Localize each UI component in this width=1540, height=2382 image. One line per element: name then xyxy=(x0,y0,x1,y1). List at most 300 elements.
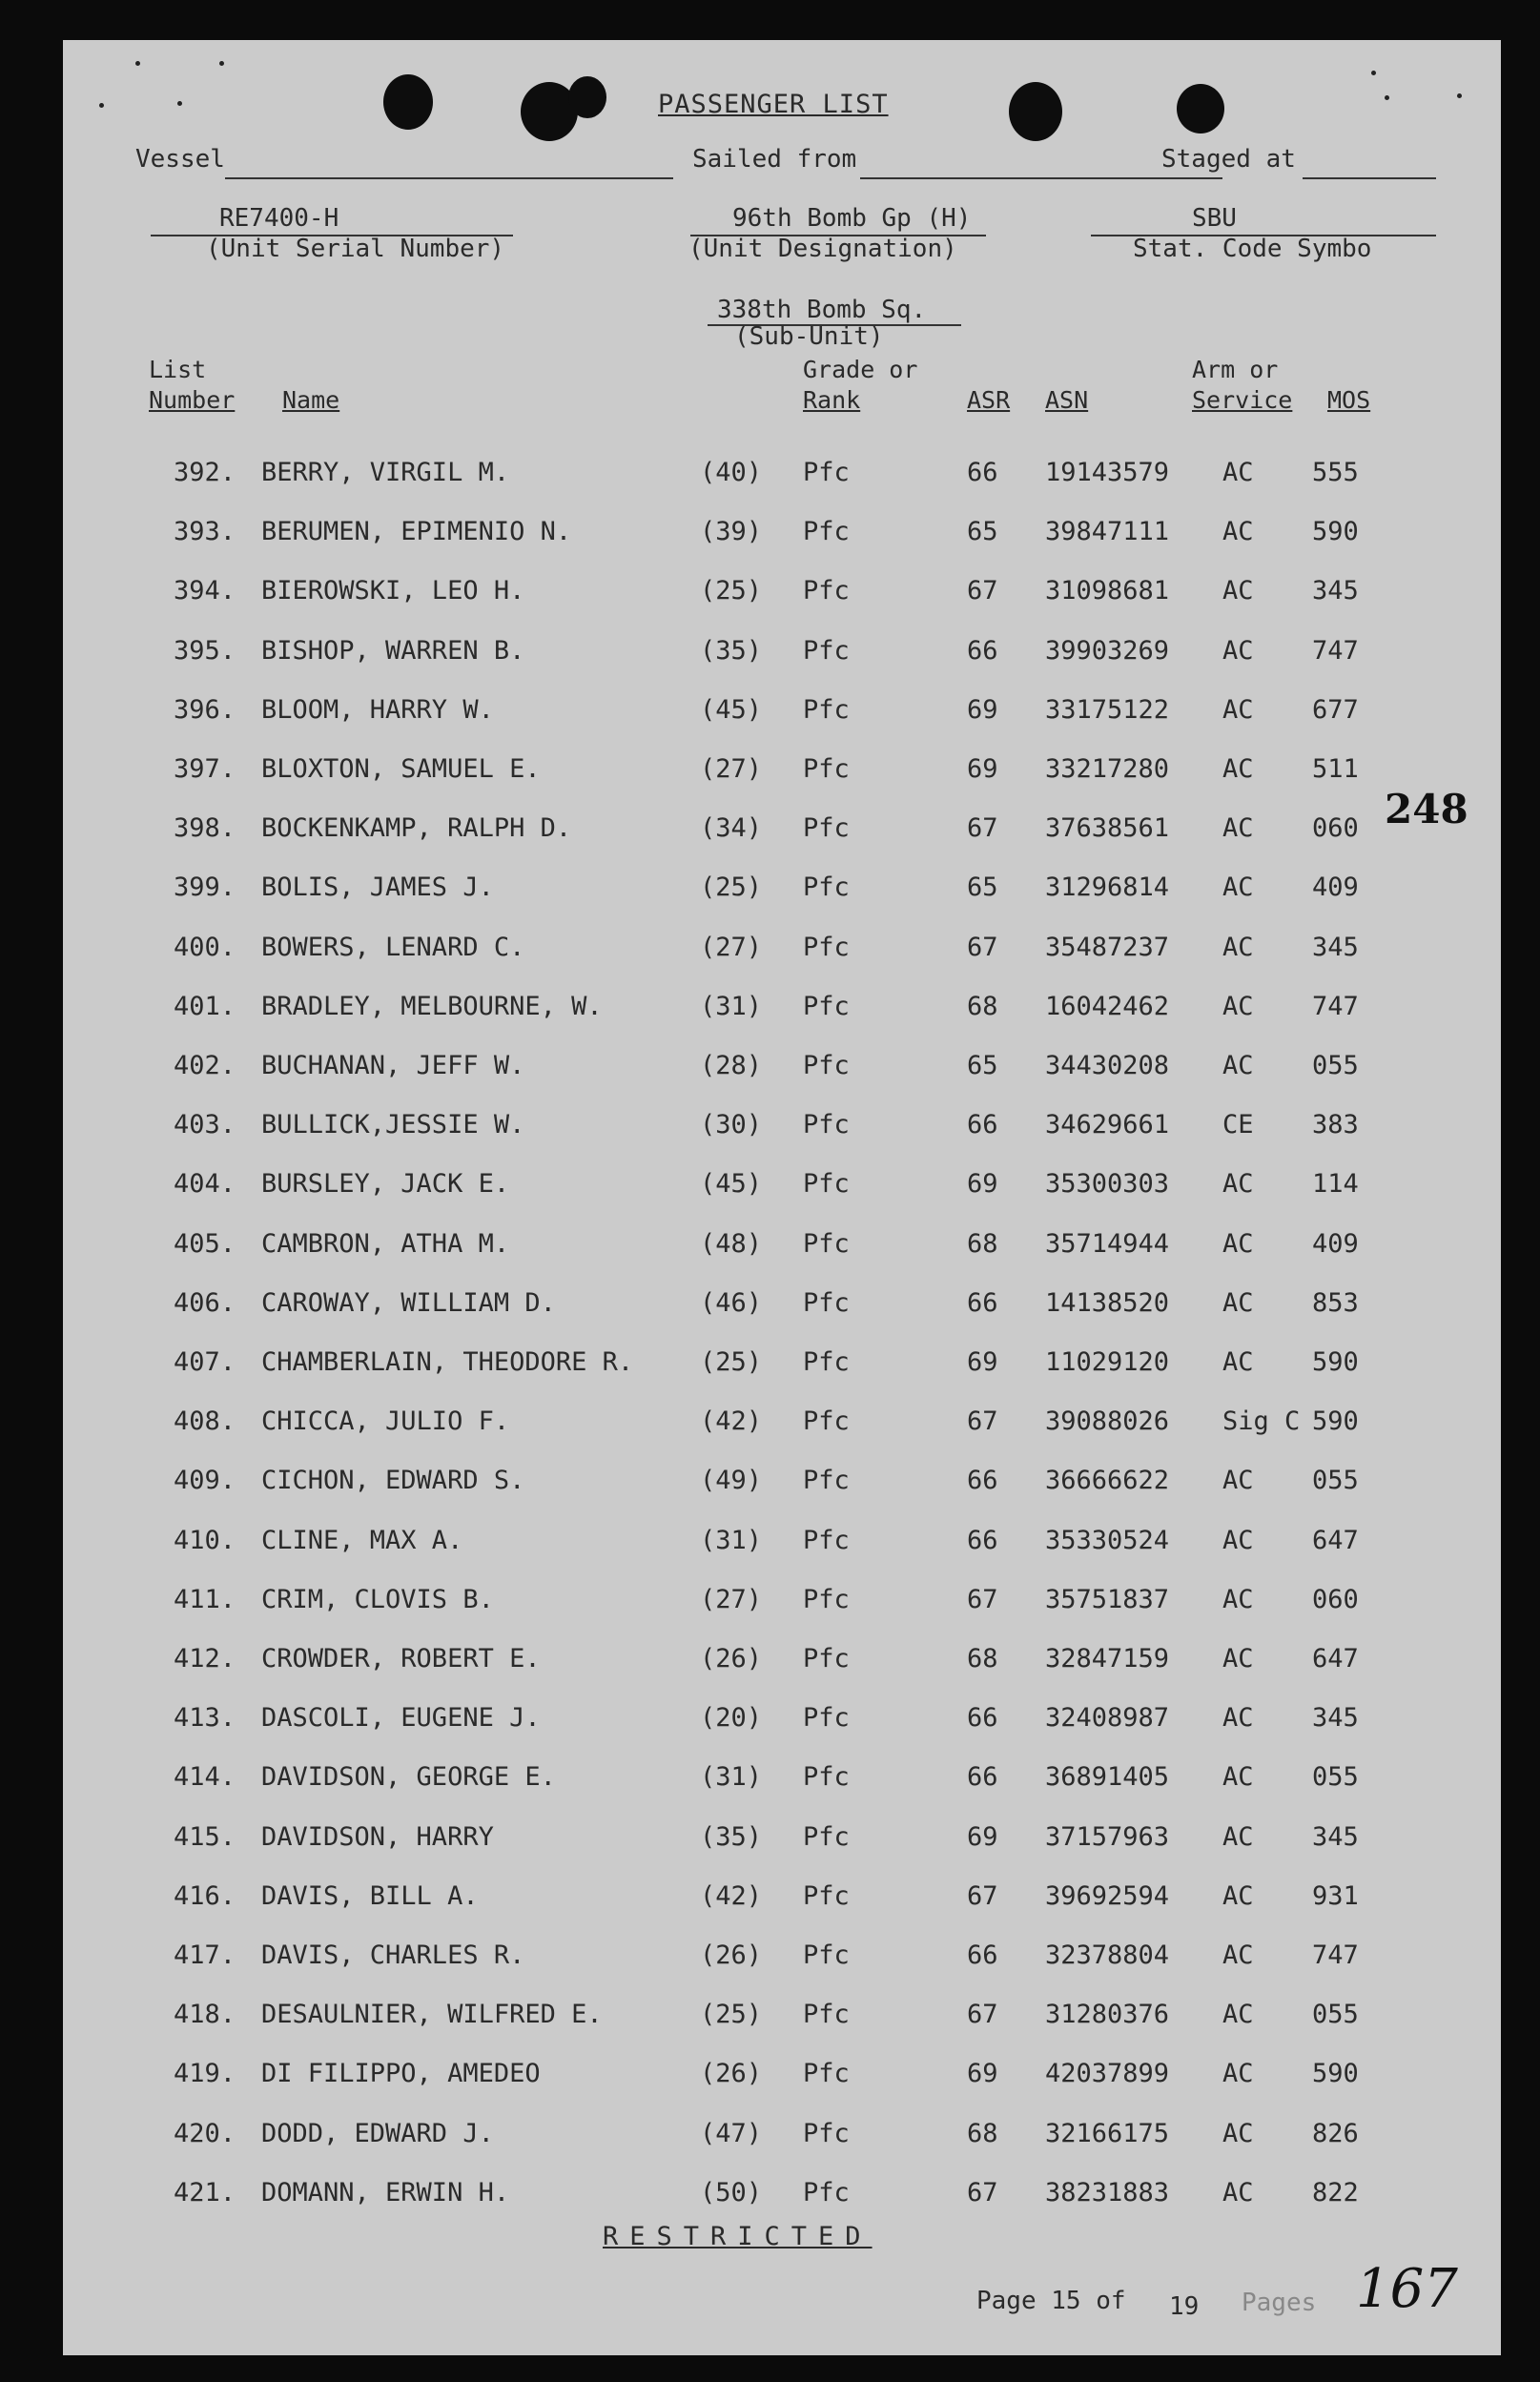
cell-asn: 39692594 xyxy=(1045,1880,1170,1911)
cell-name: BOLIS, JAMES J. xyxy=(261,873,494,903)
cell-name: CAROWAY, WILLIAM D. xyxy=(261,1287,556,1318)
cell-rank: Pfc xyxy=(803,1821,850,1852)
punch-hole xyxy=(568,76,606,118)
cell-asr: 66 xyxy=(967,1703,998,1734)
cell-arm: AC xyxy=(1222,1821,1254,1852)
punch-hole xyxy=(1177,84,1224,133)
table-row xyxy=(63,1762,1501,1800)
cell-arm: AC xyxy=(1222,1762,1254,1793)
speck xyxy=(135,61,140,66)
cell-mos: 055 xyxy=(1312,1762,1359,1793)
cell-asn: 35751837 xyxy=(1045,1584,1170,1614)
cell-num: 393. xyxy=(174,517,236,547)
table-row xyxy=(63,576,1501,614)
cell-arm: AC xyxy=(1222,1880,1254,1911)
cell-rank: Pfc xyxy=(803,517,850,547)
cell-arm: AC xyxy=(1222,2118,1254,2148)
table-row xyxy=(63,1644,1501,1682)
cell-age: (20) xyxy=(700,1703,763,1734)
cell-arm: AC xyxy=(1222,1703,1254,1734)
cell-rank: Pfc xyxy=(803,813,850,844)
speck xyxy=(99,103,104,108)
cell-mos: 590 xyxy=(1312,1347,1359,1377)
sub-unit: 338th Bomb Sq. xyxy=(717,296,927,324)
cell-age: (30) xyxy=(700,1110,763,1140)
cell-rank: Pfc xyxy=(803,754,850,784)
cell-num: 405. xyxy=(174,1228,236,1259)
table-row xyxy=(63,1822,1501,1860)
cell-rank: Pfc xyxy=(803,1466,850,1496)
punch-hole xyxy=(1009,82,1062,141)
cell-age: (25) xyxy=(700,873,763,903)
cell-asn: 33175122 xyxy=(1045,694,1170,725)
cell-age: (26) xyxy=(700,2059,763,2089)
cell-name: BISHOP, WARREN B. xyxy=(261,635,525,666)
cell-mos: 747 xyxy=(1312,991,1359,1021)
speck xyxy=(1371,71,1376,75)
col-asn: ASN xyxy=(1045,386,1089,414)
cell-age: (31) xyxy=(700,1525,763,1555)
cell-mos: 060 xyxy=(1312,1584,1359,1614)
table-row xyxy=(63,2059,1501,2097)
cell-age: (27) xyxy=(700,932,763,962)
cell-name: BOCKENKAMP, RALPH D. xyxy=(261,813,572,844)
cell-asn: 32847159 xyxy=(1045,1644,1170,1674)
table-row xyxy=(63,1288,1501,1326)
cell-asr: 69 xyxy=(967,1169,998,1200)
cell-age: (25) xyxy=(700,1347,763,1377)
cell-arm: AC xyxy=(1222,1051,1254,1080)
cell-asr: 66 xyxy=(967,458,998,487)
cell-num: 411. xyxy=(174,1584,236,1614)
cell-arm: AC xyxy=(1222,1941,1254,1970)
cell-asn: 32378804 xyxy=(1045,1941,1170,1970)
cell-num: 396. xyxy=(174,694,236,725)
cell-arm: AC xyxy=(1222,1644,1254,1674)
cell-name: CROWDER, ROBERT E. xyxy=(261,1644,541,1674)
cell-num: 402. xyxy=(174,1051,236,1080)
cell-num: 398. xyxy=(174,813,236,844)
cell-asn: 35487237 xyxy=(1045,932,1170,962)
cell-asr: 66 xyxy=(967,1466,998,1496)
cell-asn: 31296814 xyxy=(1045,873,1170,903)
cell-asn: 14138520 xyxy=(1045,1287,1170,1318)
cell-asr: 68 xyxy=(967,1228,998,1259)
table-row xyxy=(63,636,1501,674)
cell-asn: 11029120 xyxy=(1045,1347,1170,1377)
handwritten-number: 167 xyxy=(1356,2258,1458,2320)
cell-num: 415. xyxy=(174,1821,236,1852)
cell-num: 412. xyxy=(174,1644,236,1674)
col-service-label: Service xyxy=(1192,386,1293,414)
cell-mos: 747 xyxy=(1312,635,1359,666)
cell-num: 413. xyxy=(174,1703,236,1734)
cell-asr: 67 xyxy=(967,813,998,844)
cell-asn: 32166175 xyxy=(1045,2118,1170,2148)
table-row xyxy=(63,1526,1501,1564)
page-total: 19 xyxy=(1169,2292,1200,2321)
cell-arm: AC xyxy=(1222,1228,1254,1259)
cell-age: (28) xyxy=(700,1051,763,1080)
cell-mos: 511 xyxy=(1312,754,1359,784)
cell-age: (40) xyxy=(700,458,763,487)
cell-asn: 39088026 xyxy=(1045,1407,1170,1437)
cell-num: 397. xyxy=(174,754,236,784)
page-label: Page 15 of xyxy=(976,2287,1126,2315)
staged-field-line xyxy=(1303,177,1436,179)
cell-mos: 853 xyxy=(1312,1287,1359,1318)
cell-asr: 66 xyxy=(967,1762,998,1793)
cell-rank: Pfc xyxy=(803,932,850,962)
cell-mos: 345 xyxy=(1312,1821,1359,1852)
passenger-list-sheet xyxy=(63,40,1501,2355)
cell-arm: CE xyxy=(1222,1110,1254,1140)
table-row xyxy=(63,813,1501,852)
cell-rank: Pfc xyxy=(803,1110,850,1140)
col-mos: MOS xyxy=(1327,386,1371,414)
cell-mos: 590 xyxy=(1312,517,1359,547)
cell-asn: 37638561 xyxy=(1045,813,1170,844)
cell-num: 416. xyxy=(174,1880,236,1911)
cell-asr: 69 xyxy=(967,1347,998,1377)
cell-asr: 68 xyxy=(967,1644,998,1674)
cell-asr: 69 xyxy=(967,754,998,784)
table-row xyxy=(63,754,1501,792)
cell-asn: 36891405 xyxy=(1045,1762,1170,1793)
cell-mos: 060 xyxy=(1312,813,1359,844)
cell-mos: 647 xyxy=(1312,1644,1359,1674)
cell-asn: 19143579 xyxy=(1045,458,1170,487)
speck xyxy=(1457,93,1462,98)
cell-asr: 67 xyxy=(967,576,998,606)
cell-rank: Pfc xyxy=(803,1644,850,1674)
cell-rank: Pfc xyxy=(803,873,850,903)
col-grade xyxy=(803,355,917,416)
cell-num: 419. xyxy=(174,2059,236,2089)
cell-asn: 38231883 xyxy=(1045,2177,1170,2207)
cell-rank: Pfc xyxy=(803,1347,850,1377)
cell-asr: 69 xyxy=(967,2059,998,2089)
cell-asr: 65 xyxy=(967,517,998,547)
cell-age: (50) xyxy=(700,2177,763,2207)
vessel-field-line xyxy=(225,177,673,179)
cell-name: BRADLEY, MELBOURNE, W. xyxy=(261,991,603,1021)
cell-rank: Pfc xyxy=(803,1407,850,1437)
cell-arm: AC xyxy=(1222,517,1254,547)
cell-arm: AC xyxy=(1222,1584,1254,1614)
cell-mos: 747 xyxy=(1312,1941,1359,1970)
cell-asr: 67 xyxy=(967,2000,998,2030)
cell-mos: 055 xyxy=(1312,1051,1359,1080)
cell-mos: 826 xyxy=(1312,2118,1359,2148)
cell-rank: Pfc xyxy=(803,1584,850,1614)
cell-arm: AC xyxy=(1222,2177,1254,2207)
cell-mos: 114 xyxy=(1312,1169,1359,1200)
cell-num: 421. xyxy=(174,2177,236,2207)
cell-age: (49) xyxy=(700,1466,763,1496)
cell-age: (25) xyxy=(700,576,763,606)
cell-rank: Pfc xyxy=(803,2118,850,2148)
cell-age: (42) xyxy=(700,1407,763,1437)
cell-age: (39) xyxy=(700,517,763,547)
cell-arm: AC xyxy=(1222,2059,1254,2089)
cell-asn: 33217280 xyxy=(1045,754,1170,784)
cell-asr: 65 xyxy=(967,873,998,903)
cell-asn: 16042462 xyxy=(1045,991,1170,1021)
cell-age: (47) xyxy=(700,2118,763,2148)
cell-arm: AC xyxy=(1222,1169,1254,1200)
cell-asr: 66 xyxy=(967,635,998,666)
cell-name: BURSLEY, JACK E. xyxy=(261,1169,510,1200)
table-row xyxy=(63,1941,1501,1979)
cell-age: (27) xyxy=(700,1584,763,1614)
cell-arm: AC xyxy=(1222,754,1254,784)
cell-mos: 555 xyxy=(1312,458,1359,487)
cell-name: CAMBRON, ATHA M. xyxy=(261,1228,510,1259)
table-row xyxy=(63,1407,1501,1445)
cell-arm: AC xyxy=(1222,2000,1254,2030)
cell-mos: 590 xyxy=(1312,1407,1359,1437)
table-row xyxy=(63,933,1501,971)
cell-rank: Pfc xyxy=(803,991,850,1021)
cell-mos: 647 xyxy=(1312,1525,1359,1555)
cell-arm: AC xyxy=(1222,873,1254,903)
cell-name: DAVIDSON, HARRY xyxy=(261,1821,494,1852)
cell-rank: Pfc xyxy=(803,1703,850,1734)
col-list-label: List xyxy=(149,356,207,383)
cell-name: BULLICK,JESSIE W. xyxy=(261,1110,525,1140)
col-list-number xyxy=(149,355,235,416)
cell-name: BLOXTON, SAMUEL E. xyxy=(261,754,541,784)
cell-age: (34) xyxy=(700,813,763,844)
cell-asr: 69 xyxy=(967,1821,998,1852)
cell-asn: 34629661 xyxy=(1045,1110,1170,1140)
cell-mos: 822 xyxy=(1312,2177,1359,2207)
cell-asn: 42037899 xyxy=(1045,2059,1170,2089)
cell-rank: Pfc xyxy=(803,694,850,725)
cell-mos: 345 xyxy=(1312,932,1359,962)
table-row xyxy=(63,992,1501,1030)
cell-asn: 39847111 xyxy=(1045,517,1170,547)
cell-asn: 36666622 xyxy=(1045,1466,1170,1496)
cell-name: DOMANN, ERWIN H. xyxy=(261,2177,510,2207)
cell-num: 407. xyxy=(174,1347,236,1377)
cell-rank: Pfc xyxy=(803,1169,850,1200)
cell-age: (25) xyxy=(700,2000,763,2030)
cell-asr: 66 xyxy=(967,1287,998,1318)
cell-num: 406. xyxy=(174,1287,236,1318)
cell-name: CRIM, CLOVIS B. xyxy=(261,1584,494,1614)
table-row xyxy=(63,1466,1501,1504)
cell-mos: 409 xyxy=(1312,873,1359,903)
cell-asr: 69 xyxy=(967,694,998,725)
cell-asr: 67 xyxy=(967,1880,998,1911)
table-row xyxy=(63,1169,1501,1207)
cell-num: 410. xyxy=(174,1525,236,1555)
cell-asr: 67 xyxy=(967,1584,998,1614)
table-row xyxy=(63,695,1501,733)
cell-arm: AC xyxy=(1222,991,1254,1021)
cell-rank: Pfc xyxy=(803,1941,850,1970)
cell-age: (48) xyxy=(700,1228,763,1259)
cell-age: (26) xyxy=(700,1644,763,1674)
cell-mos: 055 xyxy=(1312,2000,1359,2030)
vessel-label: Vessel xyxy=(135,145,225,174)
cell-name: BUCHANAN, JEFF W. xyxy=(261,1051,525,1080)
pages-label: Pages xyxy=(1242,2289,1317,2317)
cell-mos: 931 xyxy=(1312,1880,1359,1911)
table-row xyxy=(63,1110,1501,1148)
cell-name: CHAMBERLAIN, THEODORE R. xyxy=(261,1347,634,1377)
cell-asn: 35300303 xyxy=(1045,1169,1170,1200)
cell-rank: Pfc xyxy=(803,2177,850,2207)
cell-asn: 31098681 xyxy=(1045,576,1170,606)
table-row xyxy=(63,2178,1501,2216)
cell-asr: 67 xyxy=(967,1407,998,1437)
cell-asn: 37157963 xyxy=(1045,1821,1170,1852)
cell-name: DODD, EDWARD J. xyxy=(261,2118,494,2148)
cell-mos: 055 xyxy=(1312,1466,1359,1496)
cell-num: 400. xyxy=(174,932,236,962)
cell-name: BIEROWSKI, LEO H. xyxy=(261,576,525,606)
sailed-field-line xyxy=(860,177,1222,179)
cell-asr: 68 xyxy=(967,991,998,1021)
cell-num: 395. xyxy=(174,635,236,666)
col-arm xyxy=(1192,355,1292,416)
unit-designation: 96th Bomb Gp (H) xyxy=(732,204,972,233)
cell-arm: AC xyxy=(1222,1525,1254,1555)
sub-unit-caption: (Sub-Unit) xyxy=(734,322,884,351)
cell-asn: 35714944 xyxy=(1045,1228,1170,1259)
cell-num: 404. xyxy=(174,1169,236,1200)
cell-name: CLINE, MAX A. xyxy=(261,1525,463,1555)
document-title: PASSENGER LIST xyxy=(658,90,889,119)
cell-age: (26) xyxy=(700,1941,763,1970)
cell-num: 392. xyxy=(174,458,236,487)
col-rank-label: Rank xyxy=(803,386,861,414)
cell-asr: 65 xyxy=(967,1051,998,1080)
cell-name: DASCOLI, EUGENE J. xyxy=(261,1703,541,1734)
cell-asn: 39903269 xyxy=(1045,635,1170,666)
cell-mos: 383 xyxy=(1312,1110,1359,1140)
cell-age: (35) xyxy=(700,635,763,666)
cell-rank: Pfc xyxy=(803,1287,850,1318)
table-row xyxy=(63,1051,1501,1089)
cell-rank: Pfc xyxy=(803,1525,850,1555)
cell-age: (35) xyxy=(700,1821,763,1852)
cell-arm: AC xyxy=(1222,694,1254,725)
cell-rank: Pfc xyxy=(803,1228,850,1259)
cell-mos: 345 xyxy=(1312,576,1359,606)
cell-name: DI FILIPPO, AMEDEO xyxy=(261,2059,541,2089)
cell-rank: Pfc xyxy=(803,1880,850,1911)
punch-hole xyxy=(383,74,433,130)
speck xyxy=(219,61,224,66)
cell-arm: AC xyxy=(1222,576,1254,606)
cell-age: (45) xyxy=(700,694,763,725)
cell-name: DAVIDSON, GEORGE E. xyxy=(261,1762,556,1793)
cell-rank: Pfc xyxy=(803,635,850,666)
table-row xyxy=(63,1347,1501,1386)
cell-asr: 66 xyxy=(967,1525,998,1555)
cell-rank: Pfc xyxy=(803,458,850,487)
cell-name: BERRY, VIRGIL M. xyxy=(261,458,510,487)
cell-rank: Pfc xyxy=(803,1762,850,1793)
staged-at-label: Staged at xyxy=(1161,145,1296,174)
cell-age: (45) xyxy=(700,1169,763,1200)
station-code-caption: Stat. Code Symbo xyxy=(1133,235,1372,263)
cell-name: DAVIS, CHARLES R. xyxy=(261,1941,525,1970)
cell-age: (31) xyxy=(700,1762,763,1793)
cell-num: 408. xyxy=(174,1407,236,1437)
cell-num: 418. xyxy=(174,2000,236,2030)
col-number-label: Number xyxy=(149,386,236,414)
col-name: Name xyxy=(282,386,340,414)
cell-asn: 34430208 xyxy=(1045,1051,1170,1080)
table-row xyxy=(63,458,1501,496)
cell-name: BLOOM, HARRY W. xyxy=(261,694,494,725)
cell-arm: AC xyxy=(1222,1347,1254,1377)
col-asr: ASR xyxy=(967,386,1011,414)
cell-age: (46) xyxy=(700,1287,763,1318)
cell-arm: AC xyxy=(1222,1466,1254,1496)
table-row xyxy=(63,1881,1501,1920)
cell-num: 420. xyxy=(174,2118,236,2148)
cell-age: (27) xyxy=(700,754,763,784)
cell-mos: 677 xyxy=(1312,694,1359,725)
restricted-marking: RESTRICTED xyxy=(603,2222,873,2251)
cell-rank: Pfc xyxy=(803,1051,850,1080)
cell-asn: 31280376 xyxy=(1045,2000,1170,2030)
table-row xyxy=(63,1703,1501,1741)
cell-age: (42) xyxy=(700,1880,763,1911)
cell-num: 401. xyxy=(174,991,236,1021)
cell-mos: 590 xyxy=(1312,2059,1359,2089)
cell-num: 403. xyxy=(174,1110,236,1140)
table-row xyxy=(63,1585,1501,1623)
cell-name: BERUMEN, EPIMENIO N. xyxy=(261,517,572,547)
cell-name: BOWERS, LENARD C. xyxy=(261,932,525,962)
cell-num: 417. xyxy=(174,1941,236,1970)
col-grade-label: Grade or xyxy=(803,356,918,383)
cell-num: 399. xyxy=(174,873,236,903)
unit-serial-caption: (Unit Serial Number) xyxy=(206,235,505,263)
cell-name: CICHON, EDWARD S. xyxy=(261,1466,525,1496)
cell-asr: 67 xyxy=(967,932,998,962)
cell-rank: Pfc xyxy=(803,2000,850,2030)
speck xyxy=(177,101,182,106)
unit-serial-number: RE7400-H xyxy=(219,204,339,233)
cell-asn: 35330524 xyxy=(1045,1525,1170,1555)
cell-asn: 32408987 xyxy=(1045,1703,1170,1734)
cell-mos: 409 xyxy=(1312,1228,1359,1259)
unit-designation-caption: (Unit Designation) xyxy=(688,235,957,263)
cell-arm: AC xyxy=(1222,813,1254,844)
cell-rank: Pfc xyxy=(803,576,850,606)
cell-arm: AC xyxy=(1222,932,1254,962)
table-row xyxy=(63,517,1501,555)
cell-name: DAVIS, BILL A. xyxy=(261,1880,479,1911)
cell-arm: AC xyxy=(1222,458,1254,487)
station-code: SBU xyxy=(1192,204,1237,233)
cell-asr: 66 xyxy=(967,1941,998,1970)
cell-arm: Sig C xyxy=(1222,1407,1301,1437)
stamp-number: 248 xyxy=(1385,786,1468,832)
table-row xyxy=(63,1229,1501,1267)
cell-mos: 345 xyxy=(1312,1703,1359,1734)
cell-age: (31) xyxy=(700,991,763,1021)
cell-arm: AC xyxy=(1222,635,1254,666)
